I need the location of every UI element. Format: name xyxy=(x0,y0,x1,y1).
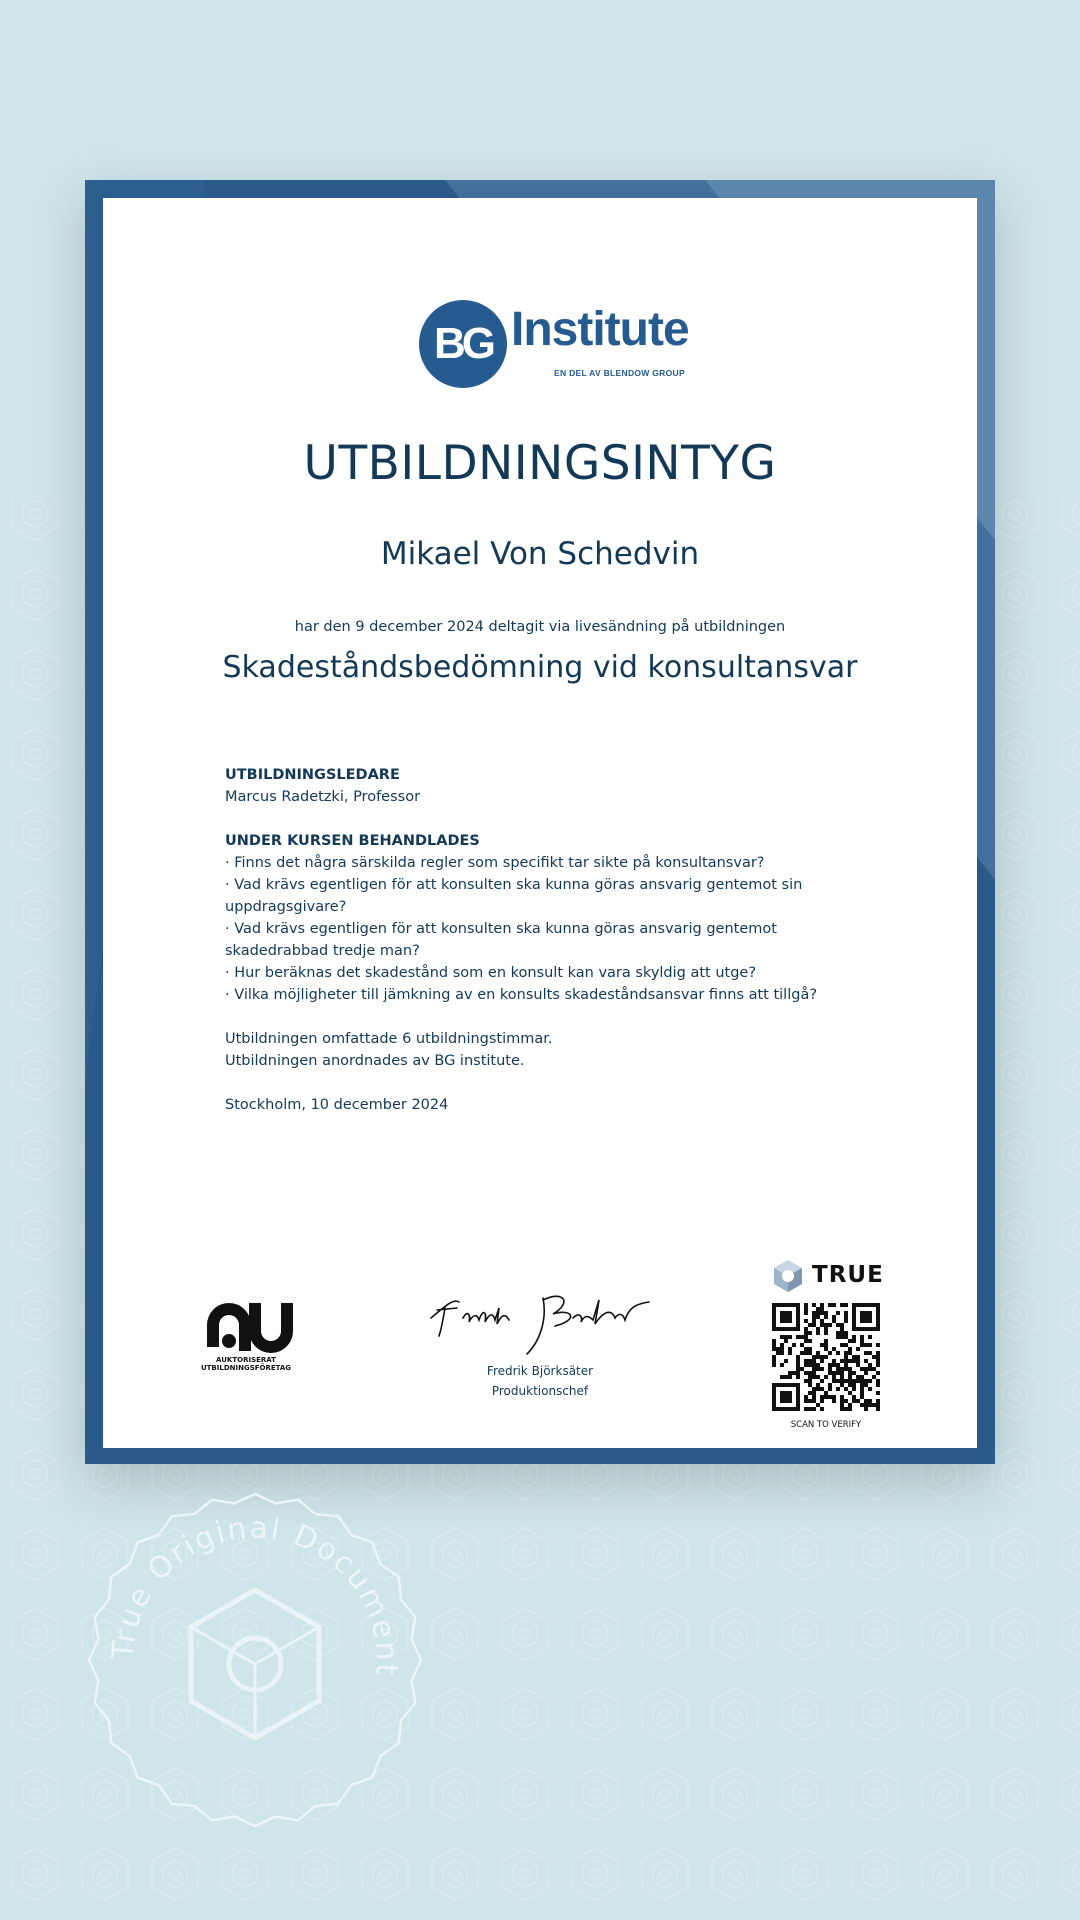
hours-line: Utbildningen omfattade 6 utbildningstimmar. xyxy=(225,1031,553,1047)
topic-item: · Hur beräknas det skadestånd som en konsult kan vara skyldig att utge? xyxy=(225,965,757,981)
certificate-frame xyxy=(85,180,995,1464)
topic-item: · Vad krävs egentligen för att konsulten ska kunna göras ansvarig gentemot sin uppdragsgivare? xyxy=(225,877,803,915)
true-logo xyxy=(770,1258,884,1294)
signature-image xyxy=(423,1268,653,1358)
true-wordmark: TRUE xyxy=(812,1262,884,1288)
scan-to-verify-label: SCAN TO VERIFY xyxy=(790,1420,862,1430)
bg-institute-logo xyxy=(419,298,699,388)
certificate-title: UTBILDNINGSINTYG xyxy=(303,436,777,491)
topic-item: · Finns det några särskilda regler som specifikt tar sikte på konsultansvar? xyxy=(225,855,765,871)
au-caption-line2: UTBILDNINGSFÖRETAG xyxy=(200,1364,292,1372)
topic-item: · Vilka möjligheter till jämkning av en konsults skadeståndsansvar finns att tillgå? xyxy=(225,987,818,1003)
certificate-sheet xyxy=(103,198,977,1448)
attendance-statement: har den 9 december 2024 deltagit via livesändning på utbildningen xyxy=(294,619,786,635)
true-original-seal xyxy=(85,1490,425,1830)
signatory-title: Produktionschef xyxy=(491,1384,589,1398)
logo-subtitle: EN DEL AV BLENDOW GROUP xyxy=(554,368,685,378)
verification-qr-code[interactable] xyxy=(772,1303,880,1411)
signatory-name: Fredrik Björksäter xyxy=(486,1364,594,1378)
true-hexagon-icon xyxy=(770,1258,806,1294)
leader-heading: UTBILDNINGSLEDARE xyxy=(225,767,400,783)
organizer-line: Utbildningen anordnades av BG institute. xyxy=(225,1053,525,1069)
certificate-details xyxy=(225,764,865,1116)
logo-wordmark: Institute xyxy=(511,303,689,356)
seal-text: True Original Document xyxy=(105,1510,405,1679)
svg-text:True Original Document xyxy=(106,1511,405,1679)
logo-monogram: BG xyxy=(419,300,507,388)
leader-name: Marcus Radetzki, Professor xyxy=(225,789,421,805)
topic-item: · Vad krävs egentligen för att konsulten ska kunna göras ansvarig gentemot skadedrabbad tredje man? xyxy=(225,921,777,959)
au-caption xyxy=(181,1356,311,1372)
place-date: Stockholm, 10 december 2024 xyxy=(225,1097,449,1113)
recipient-name: Mikael Von Schedvin xyxy=(380,536,700,572)
topics-heading: UNDER KURSEN BEHANDLADES xyxy=(225,833,480,849)
course-title: Skadeståndsbedömning vid konsultansvar xyxy=(222,650,858,685)
signatory-block xyxy=(370,1361,710,1401)
au-caption-line1: AUKTORISERAT xyxy=(216,1356,276,1364)
